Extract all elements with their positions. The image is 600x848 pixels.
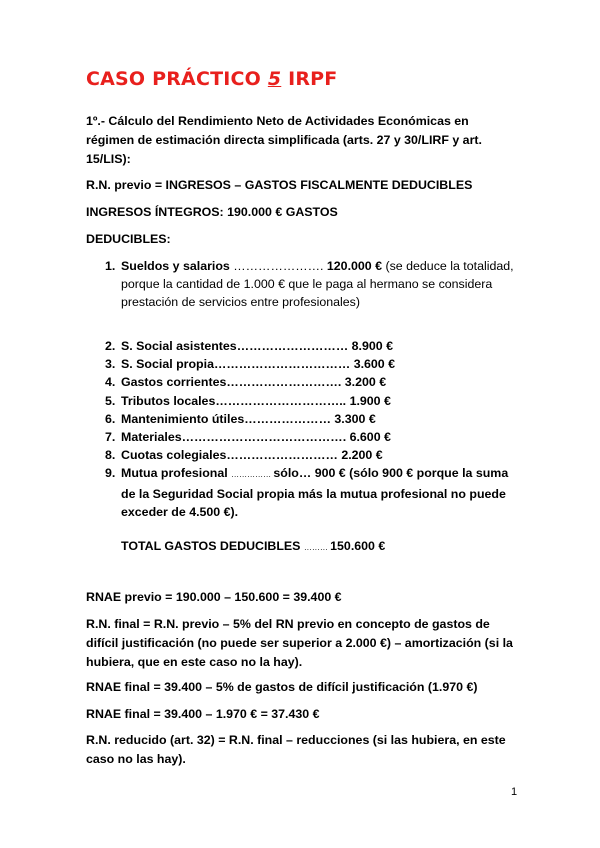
rn-previo-formula: R.N. previo = INGRESOS – GASTOS FISCALMENTE DEDUCIBLES: [86, 178, 473, 192]
document-title: CASO PRÁCTICO 5 IRPF: [86, 68, 338, 90]
rnae-final-step2: RNAE final = 39.400 – 1.970 € = 37.430 €: [86, 707, 320, 721]
rn-final-definition: R.N. final = R.N. previo – 5% del RN previo en concepto de gastos de difícil justificación (no puede ser superior a 2.000 €) – amortización (si la hubiera, que en este caso no la hay).: [86, 617, 513, 669]
intro-paragraph: 1º.- Cálculo del Rendimiento Neto de Actividades Económicas en régimen de estimación directa simplificada (arts. 27 y 30/LIRF y art. 15/LIS):: [86, 114, 482, 166]
list-item: 5. Tributos locales………………………….. 1.900 €: [105, 393, 391, 408]
list-item: 3. S. Social propia…………………………… 3.600 €: [105, 357, 396, 372]
case-number: 5: [267, 68, 282, 90]
ingresos-line: INGRESOS ÍNTEGROS: 190.000 € GASTOS: [86, 205, 338, 219]
rnae-final-step1: RNAE final = 39.400 – 5% de gastos de difícil justificación (1.970 €): [86, 680, 478, 694]
list-item: 7. Materiales…………………………………. 6.600 €: [105, 430, 391, 445]
list-item: 4. Gastos corrientes………………………. 3.200 €: [105, 375, 387, 390]
list-item: 1. Sueldos y salarios …………………. 120.000 € (se deduce la totalidad, porque la cantidad de 1.000 € que le paga al hermano se considera prestación de servicios entre profesionales): [105, 259, 514, 310]
page-number: 1: [511, 786, 518, 798]
deducibles-label: DEDUCIBLES:: [86, 232, 171, 246]
expense-list: [86, 337, 514, 521]
list-item: 9. Mutua profesional …………… sólo… 900 € (sólo 900 € porque la suma de la Seguridad Social propia más la mutua profesional no puede exceder de 4.500 €).: [105, 466, 509, 519]
expense-list-first: [86, 257, 514, 312]
rn-reducido: R.N. reducido (art. 32) = R.N. final – reducciones (si las hubiera, en este caso no las hay).: [86, 733, 506, 766]
list-item: 2. S. Social asistentes……………………… 8.900 €: [105, 339, 394, 353]
rnae-previo: RNAE previo = 190.000 – 150.600 = 39.400 €: [86, 590, 342, 604]
list-item: 8. Cuotas colegiales……………………… 2.200 €: [105, 448, 383, 463]
list-item: 6. Mantenimiento útiles………………… 3.300 €: [105, 411, 376, 426]
total-deducibles: TOTAL GASTOS DEDUCIBLES ……… 150.600 €: [121, 539, 386, 553]
